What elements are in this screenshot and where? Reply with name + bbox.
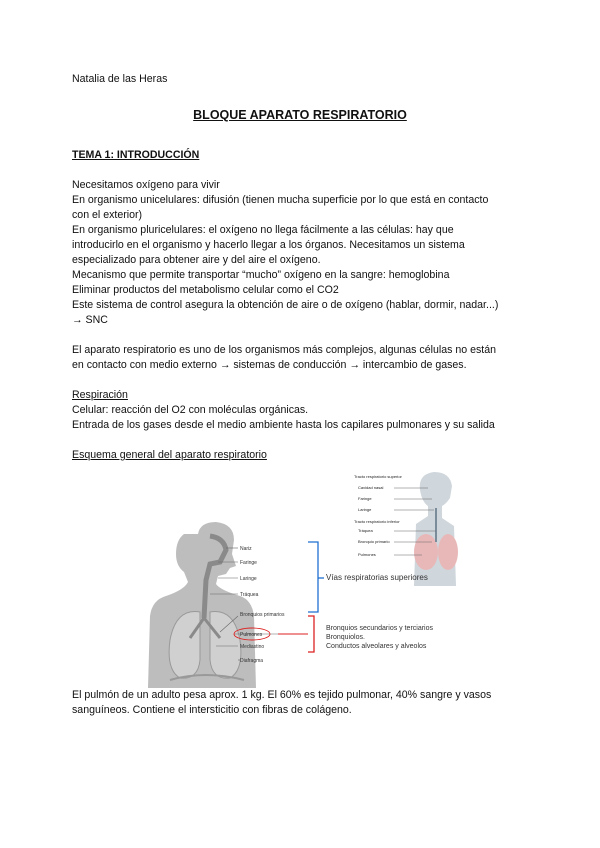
inset-label: Laringe: [358, 507, 372, 512]
upper-airways-label: Vías respiratorias superiores: [326, 573, 428, 582]
label-pulmones: Pulmones: [240, 632, 263, 638]
text-line: En organismo unicelulares: difusión (tienen mucha superficie por lo que está en contacto: [72, 194, 489, 206]
inset-label: Bronquio primario: [358, 539, 390, 544]
label-faringe: Faringe: [240, 560, 257, 566]
lower-airways-item: Bronquiolos.: [326, 634, 365, 641]
text-line: Este sistema de control asegura la obtención de aire o de oxígeno (hablar, dormir, nadar...): [72, 299, 499, 311]
author-name: Natalia de las Heras: [72, 73, 168, 85]
inset-label: Tracto respiratorio superior: [354, 474, 402, 479]
inset-label: Pulmones: [358, 552, 376, 557]
label-laringe: Laringe: [240, 576, 257, 582]
text-line: sanguíneos. Contiene el intersticitio con fibras de colágeno.: [72, 704, 352, 716]
lower-airways-bracket: [308, 616, 314, 652]
text-line: en contacto con medio externo → sistemas de conducción → intercambio de gases.: [72, 359, 467, 371]
text-line: introducirlo en el organismo y hacerlo llegar a los órganos. Necesitamos un sistema: [72, 239, 465, 251]
respiratory-system-diagram: [140, 520, 470, 690]
label-traquea: Tráquea: [240, 592, 259, 598]
label-diafragma: Diafragma: [240, 658, 264, 664]
inset-label: Tracto respiratorio inferior: [354, 519, 400, 524]
text-line: El aparato respiratorio es uno de los organismos más complejos, algunas células no están: [72, 344, 496, 356]
page-title: BLOQUE APARATO RESPIRATORIO: [193, 108, 407, 122]
esquema-heading: Esquema general del aparato respiratorio: [72, 449, 267, 461]
upper-airways-bracket: [308, 542, 318, 612]
text-line: con el exterior): [72, 209, 143, 221]
inset-label: Cavidad nasal: [358, 485, 384, 490]
text-line: Eliminar productos del metabolismo celular como el CO2: [72, 284, 339, 296]
text-line: El pulmón de un adulto pesa aprox. 1 kg. El 60% es tejido pulmonar, 40% sangre y vasos: [72, 689, 492, 701]
label-bronquios: Bronquios primarios: [240, 612, 285, 618]
text-line: Entrada de los gases desde el medio ambiente hasta los capilares pulmonares y su salida: [72, 419, 495, 431]
label-nariz: Nariz: [240, 546, 252, 552]
text-line: → SNC: [72, 314, 108, 326]
lower-airways-item: Conductos alveolares y alveolos: [326, 643, 427, 650]
text-line: especializado para obtener aire y del aire el oxígeno.: [72, 254, 321, 266]
respiracion-heading: Respiración: [72, 389, 128, 401]
text-line: Celular: reacción del O2 con moléculas orgánicas.: [72, 404, 309, 416]
inset-label: Tráquea: [358, 528, 373, 533]
section-title: TEMA 1: INTRODUCCIÓN: [72, 149, 200, 161]
inset-label: Faringe: [358, 496, 372, 501]
label-mediastino: Mediastino: [240, 644, 265, 650]
text-line: En organismo pluricelulares: el oxígeno no llega fácilmente a las células: hay que: [72, 224, 454, 236]
text-line: Necesitamos oxígeno para vivir: [72, 179, 220, 191]
lower-airways-item: Bronquios secundarios y terciarios: [326, 625, 433, 632]
text-line: Mecanismo que permite transportar “mucho” oxígeno en la sangre: hemoglobina: [72, 269, 450, 281]
